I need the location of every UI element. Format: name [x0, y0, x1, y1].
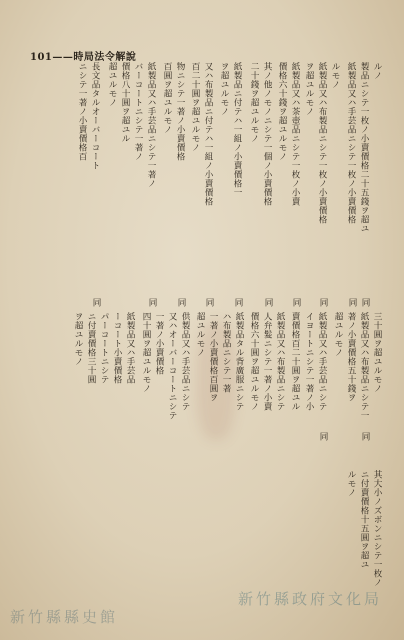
ditto-mark: 同	[318, 432, 328, 441]
text-column: 著ノ小賣價格五十錢ヲ	[346, 312, 356, 402]
text-column: ルノ	[372, 62, 382, 80]
text-column: 供製品又ハ手芸品ニシテ	[180, 312, 190, 411]
ditto-mark: 同	[291, 298, 301, 307]
ditto-mark: 同	[147, 298, 157, 307]
text-column: 價格六十錢ヲ超ユルモノ	[277, 62, 287, 161]
text-column: 一著ノ小賣價格百圓ヲ	[208, 312, 218, 402]
text-column: 紙製品又ハ手芸品ニシテ	[317, 312, 327, 411]
text-column: 長文品タルオーバーコート	[90, 62, 100, 170]
text-column: 人弁髮ニシテ一著ノ小賣	[262, 312, 272, 411]
text-column: 其大小ノズボンニシテ一枚ノ	[372, 470, 382, 587]
text-column: 紙製品又ハ手芸品	[125, 312, 135, 384]
text-column: 其ノ他ノモノニシテ一個ノ小賣價格	[262, 62, 272, 206]
text-column: 紙製品又ハ布製品ニシテ一	[359, 312, 369, 420]
text-column: 紙製品ニ付テハ一組ノ小賣價格一	[232, 62, 242, 197]
text-column: ーコート小賣價格	[112, 312, 122, 384]
text-column: 紙製品又ハ茶壺品ニシテ一枚ノ小賣	[290, 62, 300, 206]
ditto-mark: 同	[233, 298, 243, 307]
text-column: 紙製品又ハ手芸品ニシテ一著ノ	[146, 62, 156, 188]
watermark-left: 新竹縣縣史館	[10, 608, 119, 626]
text-column: ニ付賣價格十五圓ヲ超ユ	[359, 470, 369, 569]
text-column: 百圓ヲ超ユルモノ	[162, 62, 172, 134]
text-column: 紙製品タル背廣服ニシテ	[234, 312, 244, 411]
text-column: 百二十圓ヲ超ユルモノ	[190, 62, 200, 152]
text-column: 一著ノ小賣價格	[154, 312, 164, 375]
text-column: パーコートニシテ	[99, 312, 109, 384]
ditto-mark: 同	[91, 298, 101, 307]
text-column: 紙製品又ハ布製品ニシテ	[275, 312, 285, 411]
ditto-mark: 同	[318, 298, 328, 307]
text-column: 又ハオーバーコートニシテ	[167, 312, 177, 420]
text-column: イヨートニシテ一著ノ小	[304, 312, 314, 411]
ditto-mark: 同	[347, 298, 357, 307]
text-column: 紙製品又ハ布製品ニシテ一枚ノ小賣價格	[317, 62, 327, 224]
text-column: ニシテ一著ノ小賣價格百	[77, 62, 87, 161]
ditto-mark: 同	[360, 432, 370, 441]
text-column: 超ユルモノ	[333, 312, 343, 357]
text-column: バーコートニシテ一著ノ	[133, 62, 143, 161]
ditto-mark: 同	[263, 298, 273, 307]
page-header: 101——時局法令解說	[30, 52, 137, 63]
ditto-mark: 同	[176, 298, 186, 307]
text-column: ヲ超ユルモノ	[73, 312, 83, 366]
text-column: 價格六十圓ヲ超ユルモノ	[249, 312, 259, 411]
text-column: 紙製品又ハ手芸品ニシテ一枚ノ小賣價格	[346, 62, 356, 224]
text-column: ルモノ	[346, 470, 356, 497]
text-column: 價格八十圓ヲ超ユル	[120, 62, 130, 143]
ditto-mark: 同	[360, 298, 370, 307]
text-column: 超ユルモノ	[195, 312, 205, 357]
text-column: 四十圓ヲ超ユルモノ	[141, 312, 151, 393]
text-column: 超ユルモノ	[107, 62, 117, 107]
text-column: 三十圓ヲ超ユルモノ	[372, 312, 382, 393]
text-column: 又ハ布製品ニ付テハ一組ノ小賣價格	[203, 62, 213, 206]
text-column: 物ニシテ一著ノ小賣價格	[175, 62, 185, 161]
text-column: ニ付賣價格三十圓	[86, 312, 96, 384]
text-column: ハ布製品ニシテ一著	[221, 312, 231, 393]
text-column: 賣價格百二十圓ヲ超ユル	[290, 312, 300, 411]
text-column: 二十錢ヲ超ユルモノ	[249, 62, 259, 143]
text-column: ヲ超ユルモノ	[304, 62, 314, 116]
text-column: 製品ニシテ一枚ノ小賣價格二十五錢ヲ超ユ	[359, 62, 369, 233]
text-column: ルモノ	[330, 62, 340, 89]
ditto-mark: 同	[204, 298, 214, 307]
text-column: ヲ超ユルモノ	[219, 62, 229, 116]
watermark-right: 新竹縣政府文化局	[238, 590, 383, 608]
